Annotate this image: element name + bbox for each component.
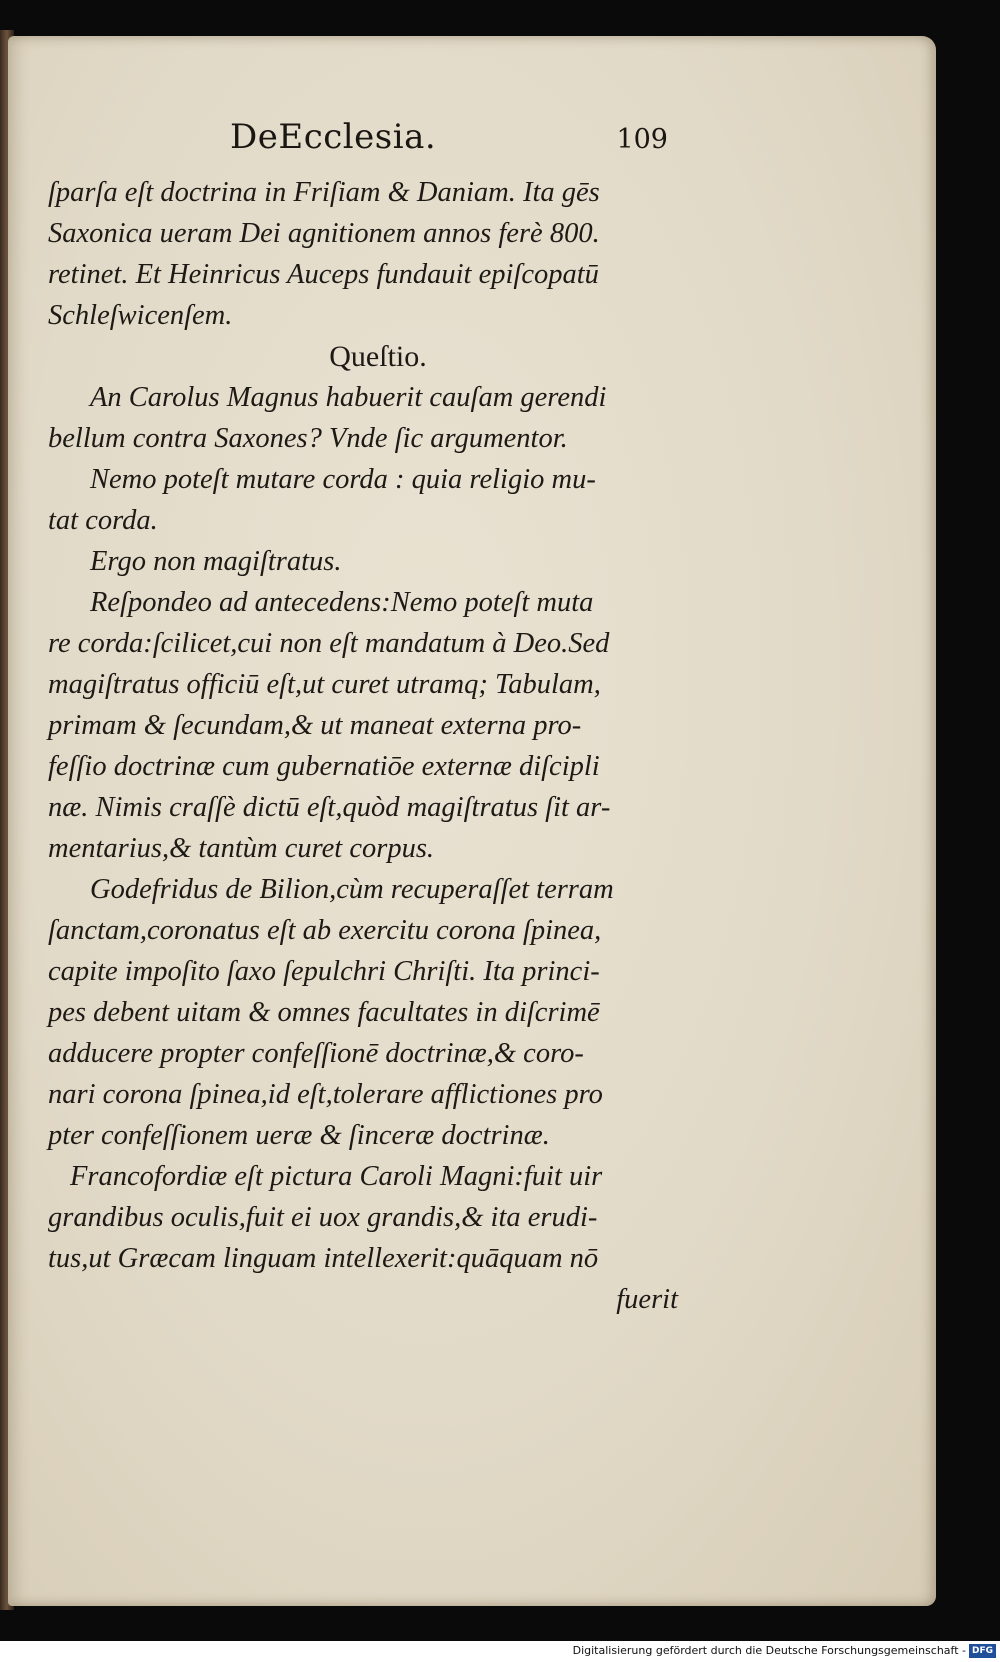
text-line: ſparſa eſt doctrina in Friſiam & Daniam. Ita gēs [48,177,600,208]
page-text [48,172,678,1320]
funding-credit: Digitalisierung gefördert durch die Deutsche Forschungsgemeinschaft - [572,1644,966,1657]
text-line: næ. Nimis craſſè dictū eſt,quòd magiſtratus ſit ar- [48,792,611,823]
text-line: magiſtratus officiū eſt,ut curet utramq; Tabulam, [48,669,601,700]
text-line: primam & ſecundam,& ut maneat externa pro- [48,710,582,741]
running-title: DeEcclesia. [230,117,437,157]
text-line: mentarius,& tantùm curet corpus. [48,833,435,864]
text-line: retinet. Et Heinricus Auceps fundauit epiſcopatū [48,259,599,290]
text-line: bellum contra Saxones? Vnde ſic argumentor. [48,423,568,454]
text-line: adducere propter confeſſionē doctrinæ,& coro- [48,1038,584,1069]
text-line: Reſpondeo ad antecedens:Nemo poteſt muta [90,587,594,618]
text-line: Francofordiæ eſt pictura Caroli Magni:fuit uir [70,1161,603,1192]
text-line: grandibus oculis,fuit ei uox grandis,& ita erudi- [48,1202,598,1233]
text-line: ſanctam,coronatus eſt ab exercitu corona ſpinea, [48,915,602,946]
text-line: Saxonica ueram Dei agnitionem annos ferè 800. [48,218,600,249]
text-line: pes debent uitam & omnes facultates in diſcrimē [48,997,600,1028]
digitization-footer [0,1641,1000,1662]
page-header [230,117,680,169]
text-line: Nemo poteſt mutare corda : quia religio mu- [90,464,596,495]
page-number: 109 [616,124,668,155]
text-line: nari corona ſpinea,id eſt,tolerare afflictiones pro [48,1079,603,1110]
text-line: Godefridus de Bilion,cùm recuperaſſet terram [90,874,614,905]
text-line: tus,ut Græcam linguam intellexerit:quāquam nō [48,1243,599,1274]
dfg-logo: DFG [969,1644,996,1658]
text-line: pter confeſſionem ueræ & ſinceræ doctrinæ. [48,1120,550,1151]
section-heading: Queſtio. [329,340,427,373]
text-line: Ergo non magiſtratus. [90,546,342,577]
text-line: Schleſwicenſem. [48,300,233,331]
text-line: An Carolus Magnus habuerit cauſam gerendi [90,382,607,413]
text-line: capite impoſito ſaxo ſepulchri Chriſti. Ita princi- [48,956,600,987]
text-line: tat corda. [48,505,158,536]
text-line: feſſio doctrinæ cum gubernatiōe externæ diſcipli [48,751,600,782]
catchword: fuerit [616,1284,678,1315]
text-line: re corda:ſcilicet,cui non eſt mandatum à Deo.Sed [48,628,610,659]
